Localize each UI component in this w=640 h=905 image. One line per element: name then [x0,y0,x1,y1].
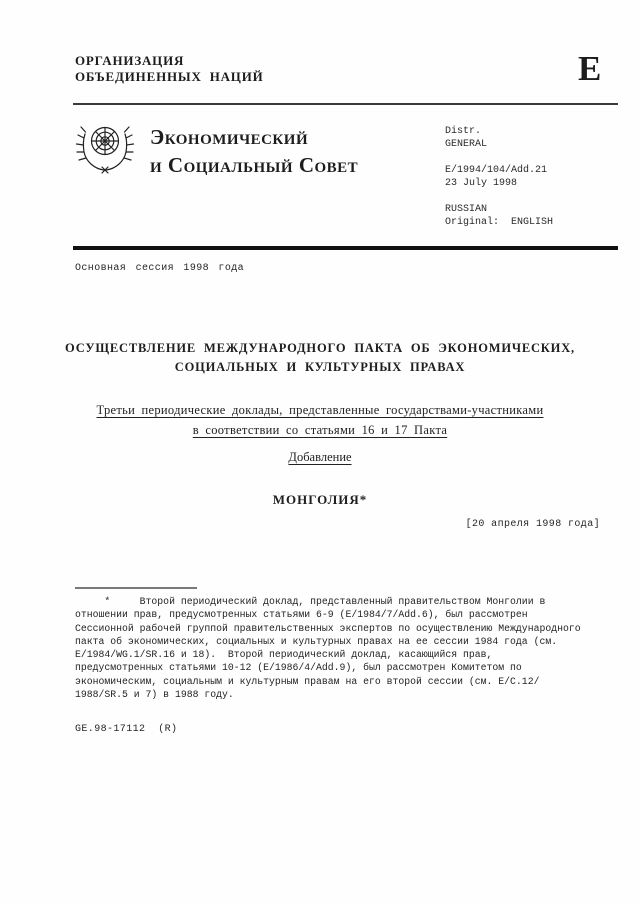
distr-gap-1 [445,151,553,164]
footnote-line: * Второй периодический доклад, представленный правительством Монголии в [75,596,546,607]
document-title-line-1: ОСУЩЕСТВЛЕНИЕ МЕЖДУНАРОДНОГО ПАКТА ОБ ЭКОНОМИЧЕСКИХ, [65,341,575,355]
footnote-line: 1988/SR.5 и 7) в 1988 году. [75,689,234,701]
addendum-heading: Добавление [288,450,352,464]
document-subtitle-line-2: в соответствии со статьями 16 и 17 Пакта [192,423,448,437]
footnote-line: отношении прав, предусмотренных статьями 6-9 (E/1984/7/Add.6), был рассмотрен [75,609,528,621]
footnote-line: E/1984/WG.1/SR.16 и 18). Второй периодический доклад, касающийся прав, [75,649,493,661]
document-series-letter: E [578,49,602,88]
masthead-divider-rule [73,246,618,250]
document-subtitle [40,400,600,440]
document-title [40,339,600,376]
footnote-line: Сессионной рабочей группой правительственных экспертов по осуществлению Международного [75,622,581,634]
council-name [150,123,358,179]
footnote-line: предусмотренных статьями 10-12 (E/1986/4/Add.9), был рассмотрен Комитетом по [75,662,522,674]
session-line: Основная сессия 1998 года [75,263,245,274]
council-name-line-1: Экономический [150,125,309,149]
council-name-line-2: и Социальный Совет [150,153,359,177]
footnote-line: пакта об экономических, социальных и культурных правах на ее сессии 1984 года (см. [75,635,558,647]
distr-gap-2 [445,190,553,203]
document-symbol: E/1994/104/Add.21 [445,165,548,176]
document-title-line-2: СОЦИАЛЬНЫХ И КУЛЬТУРНЫХ ПРАВАХ [174,359,466,374]
distr-label: Distr. [445,126,482,137]
organization-line-1: ОРГАНИЗАЦИЯ [75,53,185,68]
received-date: [20 апреля 1998 года] [465,519,600,530]
footnote-separator-rule [75,587,197,589]
header-divider-rule [73,103,618,105]
ge-reference: GE.98-17112 (R) [75,724,178,735]
original-language: Original: ENGLISH [445,217,554,228]
document-date: 23 July 1998 [445,178,518,189]
distribution-block [445,125,553,229]
un-organization-name [75,53,264,85]
organization-line-2: ОБЪЕДИНЕННЫХ НАЦИЙ [75,69,264,84]
document-subtitle-line-1: Третьи периодические доклады, представленные государствами-участниками [96,403,544,417]
document-language: RUSSIAN [445,204,488,215]
country-heading: МОНГОЛИЯ* [272,492,368,507]
footnote-block [75,595,620,701]
distr-type: GENERAL [445,139,488,150]
footnote-line: экономическим, социальным и культурным правам на его второй сессии (см. E/C.12/ [75,675,540,687]
un-emblem-icon [73,116,137,180]
